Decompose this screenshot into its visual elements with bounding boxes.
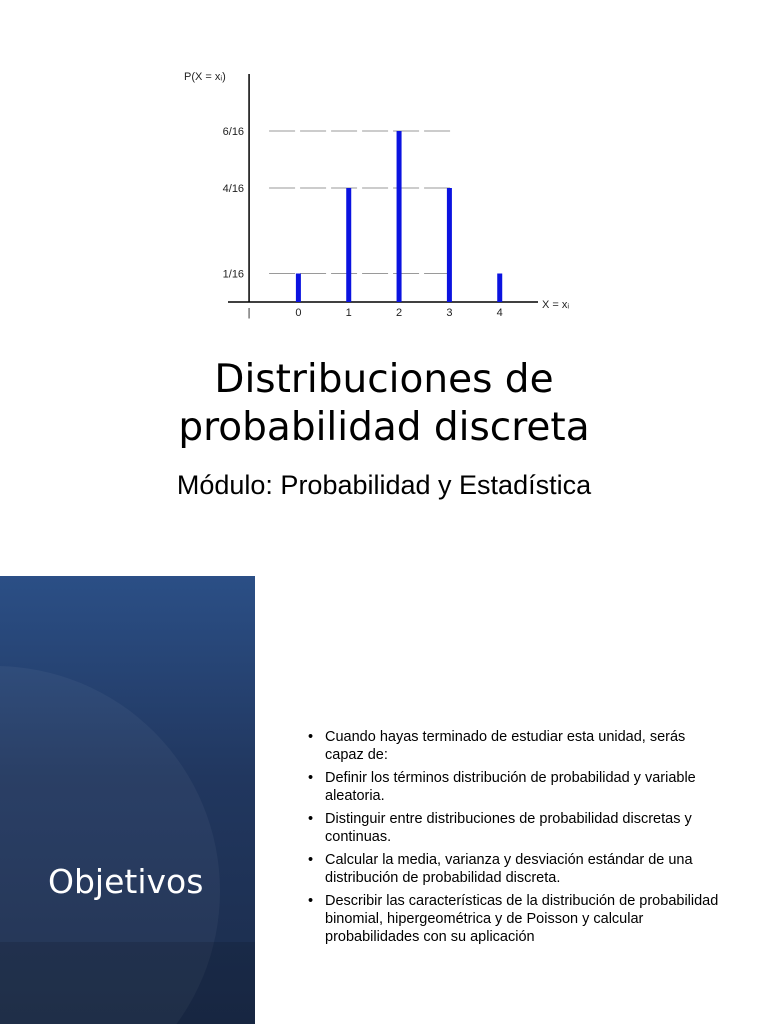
objectives-list: [308, 728, 728, 946]
bullet-icon: •: [308, 811, 314, 827]
side-panel: [0, 576, 255, 1024]
bullet-icon: •: [308, 852, 314, 868]
title-line-2: probabilidad discreta: [178, 405, 590, 450]
y-axis-title: P(X = xᵢ): [184, 71, 226, 83]
x-tick-label: 3: [446, 307, 453, 319]
objective-text: Definir los términos distribución de probabilidad y variable aleatoria.: [325, 770, 696, 804]
y-tick-label: 6/16: [222, 126, 245, 138]
objective-text: Describir las características de la distribución de probabilidad binomial, hipergeométrica y de Poisson y calcular probabilidades con su aplicación: [325, 893, 719, 945]
title-line-1: Distribuciones de: [214, 357, 554, 402]
x-tick-label: 4: [496, 307, 503, 319]
bullet-icon: •: [308, 770, 314, 786]
chart-bars: [296, 131, 502, 302]
objectives-heading: Objetivos: [48, 862, 204, 901]
bar: [346, 188, 351, 302]
y-tick-label: 1/16: [222, 268, 245, 281]
bar: [447, 188, 452, 302]
probability-bar-chart: [180, 62, 580, 324]
bar: [497, 274, 502, 303]
objectives-slide: [0, 576, 768, 1024]
y-tick-label: 4/16: [222, 183, 245, 195]
intro-text: Cuando hayas terminado de estudiar esta unidad, serás capaz de:: [325, 729, 686, 763]
chart-gridlines: [269, 131, 451, 274]
page-subtitle: Módulo: Probabilidad y Estadística: [176, 470, 592, 500]
x-tick-label: 2: [396, 307, 403, 319]
bar: [296, 274, 301, 303]
bullet-icon: •: [308, 893, 314, 909]
objective-item: [308, 769, 728, 805]
page-title: [0, 356, 768, 452]
intro-bullet: [308, 728, 728, 764]
x-tick-label: |: [247, 307, 251, 319]
objective-items: [308, 769, 728, 946]
decorative-band: [0, 942, 255, 1024]
bullet-icon: •: [308, 729, 314, 745]
objective-text: Calcular la media, varianza y desviación estándar de una distribución de probabilidad discreta.: [325, 852, 693, 886]
x-tick-label: 1: [345, 307, 352, 319]
objective-item: [308, 892, 728, 946]
x-tick-label: 0: [295, 307, 302, 319]
objective-item: [308, 851, 728, 887]
chart-labels: [223, 126, 503, 319]
x-axis-title: X = xᵢ: [542, 299, 570, 311]
objective-item: [308, 810, 728, 846]
bar: [397, 131, 402, 302]
objective-text: Distinguir entre distribuciones de probabilidad discretas y continuas.: [325, 811, 692, 845]
chart-svg: [180, 62, 580, 324]
